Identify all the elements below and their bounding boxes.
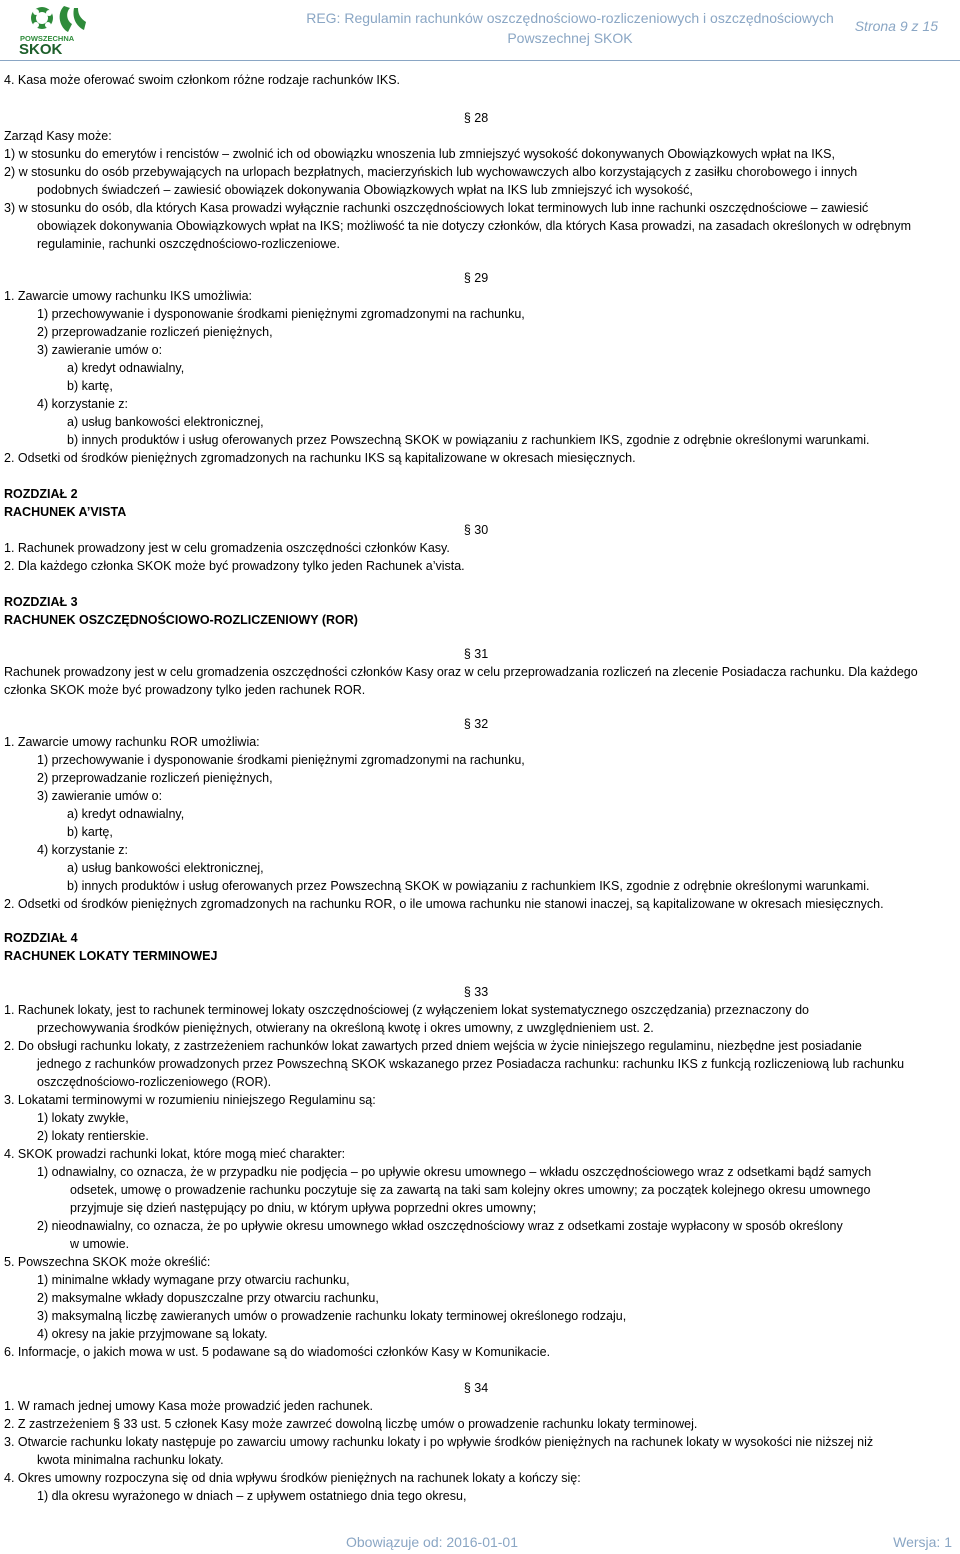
list-item: 1) minimalne wkłady wymagane przy otwarciu rachunku, (37, 1273, 350, 1287)
list-item: 2. Odsetki od środków pieniężnych zgromadzonych na rachunku IKS są kapitalizowane w okresach miesięcznych. (4, 451, 636, 465)
document-title (300, 8, 840, 48)
list-item: 3) zawieranie umów o: (37, 789, 163, 803)
section-heading-28: § 28 (463, 111, 489, 125)
list-item: 2. Z zastrzeżeniem § 33 ust. 5 członek Kasy może zawrzeć dowolną liczbę umów o prowadzenie rachunku lokaty terminowej. (4, 1417, 698, 1431)
list-item: 4) korzystanie z: (37, 843, 129, 857)
section-heading-29: § 29 (463, 271, 489, 285)
list-item-cont: regulaminie, rachunki oszczędnościowo-rozliczeniowe. (37, 237, 340, 251)
paragraph-cont: członka SKOK może być prowadzony tylko jeden rachunek ROR. (4, 683, 366, 697)
list-item: 3) zawieranie umów o: (37, 343, 163, 357)
list-item: 1. Rachunek prowadzony jest w celu gromadzenia oszczędności członków Kasy. (4, 541, 450, 555)
list-item-cont: oszczędnościowo-rozliczeniowego (ROR). (37, 1075, 272, 1089)
list-item: 2. Do obsługi rachunku lokaty, z zastrzeżeniem rachunków lokat zawartych przed dniem wejścia w życie niniejszego regulaminu, niezbędne jest posiadanie (4, 1039, 862, 1053)
list-item: 1. W ramach jednej umowy Kasa może prowadzić jeden rachunek. (4, 1399, 373, 1413)
paragraph: 4. Kasa może oferować swoim członkom różne rodzaje rachunków IKS. (4, 73, 401, 87)
chapter-number: ROZDZIAŁ 2 (4, 487, 78, 501)
list-item: 2) maksymalne wkłady dopuszczalne przy otwarciu rachunku, (37, 1291, 379, 1305)
list-item: 3) w stosunku do osób, dla których Kasa prowadzi wyłącznie rachunki oszczędnościowych lokat terminowych lub inne rachunki oszczędnościowe – zawiesić (4, 201, 869, 215)
list-item: 2. Dla każdego członka SKOK może być prowadzony tylko jeden Rachunek a’vista. (4, 559, 465, 573)
list-item: 1. Zawarcie umowy rachunku IKS umożliwia: (4, 289, 253, 303)
chapter-title: RACHUNEK LOKATY TERMINOWEJ (4, 949, 218, 963)
effective-date: Obowiązuje od: 2016-01-01 (346, 1534, 519, 1550)
section-heading-30: § 30 (463, 523, 489, 537)
list-item: 4. SKOK prowadzi rachunki lokat, które mogą mieć charakter: (4, 1147, 346, 1161)
page-header (0, 0, 960, 60)
list-item: 1) dla okresu wyrażonego w dniach – z upływem ostatniego dnia tego okresu, (37, 1489, 467, 1503)
list-item: 4) korzystanie z: (37, 397, 129, 411)
paragraph: Zarząd Kasy może: (4, 129, 112, 143)
section-heading-31: § 31 (463, 647, 489, 661)
list-item: 1) odnawialny, co oznacza, że w przypadku nie podjęcia – po upływie okresu umownego – wkładu oszczędnościowego wraz z odsetkami bądź samych (37, 1165, 872, 1179)
list-item: 4. Okres umowny rozpoczyna się od dnia wpływu środków pieniężnych na rachunek lokaty a kończy się: (4, 1471, 581, 1485)
list-item-cont: jednego z rachunków prowadzonych przez Powszechną SKOK wskazanego przez Posiadacza rachunku: rachunku IKS z funkcją rozliczeniową lub rachunku (37, 1057, 905, 1071)
list-item: 1) lokaty zwykłe, (37, 1111, 129, 1125)
list-item: a) usług bankowości elektronicznej, (67, 861, 264, 875)
list-item: 1. Rachunek lokaty, jest to rachunek terminowej lokaty oszczędnościowej (z wyłączeniem lokat systematycznego oszczędzania) przeznaczony do (4, 1003, 810, 1017)
list-item-cont: kwota minimalna rachunku lokaty. (37, 1453, 224, 1467)
list-item: a) kredyt odnawialny, (67, 361, 185, 375)
list-item: 3. Lokatami terminowymi w rozumieniu niniejszego Regulaminu są: (4, 1093, 376, 1107)
list-item-cont: odsetek, umowę o prowadzenie rachunku poczytuje się za zawartą na taki sam kolejny okres umowny; za początek kolejnego okresu umownego (70, 1183, 871, 1197)
list-item: b) kartę, (67, 379, 113, 393)
list-item: 4) okresy na jakie przyjmowane są lokaty. (37, 1327, 268, 1341)
list-item: b) kartę, (67, 825, 113, 839)
svg-text:SKOK: SKOK (19, 41, 63, 56)
list-item-cont: podobnych świadczeń – zawiesić obowiązek dokonywania Obowiązkowych wpłat na IKS lub zmniejszyć ich wysokość, (37, 183, 693, 197)
list-item: a) kredyt odnawialny, (67, 807, 185, 821)
powszechna-skok-logo (16, 4, 96, 56)
list-item-cont: obowiązek dokonywania Obowiązkowych wpłat na IKS; możliwość ta nie dotyczy członków, dla których Kasa prowadzi, na zasadach określonych w odrębnym (37, 219, 912, 233)
page-number: Strona 9 z 15 (854, 18, 938, 34)
document-title-line1: REG: Regulamin rachunków oszczędnościowo-rozliczeniowych i oszczędnościowych (306, 10, 834, 26)
list-item: 2) przeprowadzanie rozliczeń pieniężnych, (37, 771, 273, 785)
svg-text:POWSZECHNA: POWSZECHNA (20, 34, 75, 43)
list-item: 2) w stosunku do osób przebywających na urlopach bezpłatnych, macierzyńskich lub wychowawczych albo korzystających z zasiłku chorobowego i innych (4, 165, 858, 179)
chapter-number: ROZDZIAŁ 4 (4, 931, 78, 945)
list-item: 3. Otwarcie rachunku lokaty następuje po zawarciu umowy rachunku lokaty i po wpływie środków pieniężnych na rachunek lokaty w wysokości nie niższej niż (4, 1435, 874, 1449)
list-item: 1) przechowywanie i dysponowanie środkami pieniężnymi zgromadzonymi na rachunku, (37, 307, 525, 321)
chapter-number: ROZDZIAŁ 3 (4, 595, 78, 609)
list-item: 2. Odsetki od środków pieniężnych zgromadzonych na rachunku ROR, o ile umowa rachunku nie stanowi inaczej, są kapitalizowane w okresach miesięcznych. (4, 897, 884, 911)
document-title-line2: Powszechnej SKOK (507, 30, 633, 46)
section-heading-32: § 32 (463, 717, 489, 731)
list-item: b) innych produktów i usług oferowanych przez Powszechną SKOK w powiązaniu z rachunkiem IKS, zgodnie z odrębnie określonymi warunkami. (67, 433, 870, 447)
header-divider (0, 60, 960, 61)
list-item-cont: przyjmuje się dzień następujący po dniu, w którym upływa poprzedni okres umowny; (70, 1201, 537, 1215)
section-heading-33: § 33 (463, 985, 489, 999)
list-item: 5. Powszechna SKOK może określić: (4, 1255, 211, 1269)
list-item: a) usług bankowości elektronicznej, (67, 415, 264, 429)
list-item: 2) lokaty rentierskie. (37, 1129, 149, 1143)
list-item: b) innych produktów i usług oferowanych przez Powszechną SKOK w powiązaniu z rachunkiem IKS, zgodnie z odrębnie określonymi warunkami. (67, 879, 870, 893)
chapter-title: RACHUNEK OSZCZĘDNOŚCIOWO-ROZLICZENIOWY (ROR) (4, 613, 358, 627)
list-item: 1. Zawarcie umowy rachunku ROR umożliwia: (4, 735, 260, 749)
document-version: Wersja: 1 (893, 1534, 952, 1550)
list-item: 3) maksymalną liczbę zawieranych umów o prowadzenie rachunku lokaty terminowej określonego rodzaju, (37, 1309, 627, 1323)
chapter-title: RACHUNEK A’VISTA (4, 505, 127, 519)
paragraph: Rachunek prowadzony jest w celu gromadzenia oszczędności członków Kasy oraz w celu przeprowadzania rozliczeń na zlecenie Posiadacza rachunku. Dla każdego (4, 665, 918, 679)
list-item-cont: w umowie. (70, 1237, 130, 1251)
section-heading-34: § 34 (463, 1381, 489, 1395)
list-item-cont: przechowywania środków pieniężnych, otwierany na określoną kwotę i okres umowny, z uwzględnieniem ust. 2. (37, 1021, 654, 1035)
list-item: 2) nieodnawialny, co oznacza, że po upływie okresu umownego wkład oszczędnościowy wraz z odsetkami zostaje wypłacony w sposób określony (37, 1219, 843, 1233)
list-item: 1) przechowywanie i dysponowanie środkami pieniężnymi zgromadzonymi na rachunku, (37, 753, 525, 767)
list-item: 2) przeprowadzanie rozliczeń pieniężnych, (37, 325, 273, 339)
list-item: 1) w stosunku do emerytów i rencistów – zwolnić ich od obowiązku wnoszenia lub zmniejszyć wysokość dokonywanych Obowiązkowych wpłat na IKS, (4, 147, 835, 161)
list-item: 6. Informacje, o jakich mowa w ust. 5 podawane są do wiadomości członków Kasy w Komunikacie. (4, 1345, 551, 1359)
page-footer (0, 1534, 960, 1554)
